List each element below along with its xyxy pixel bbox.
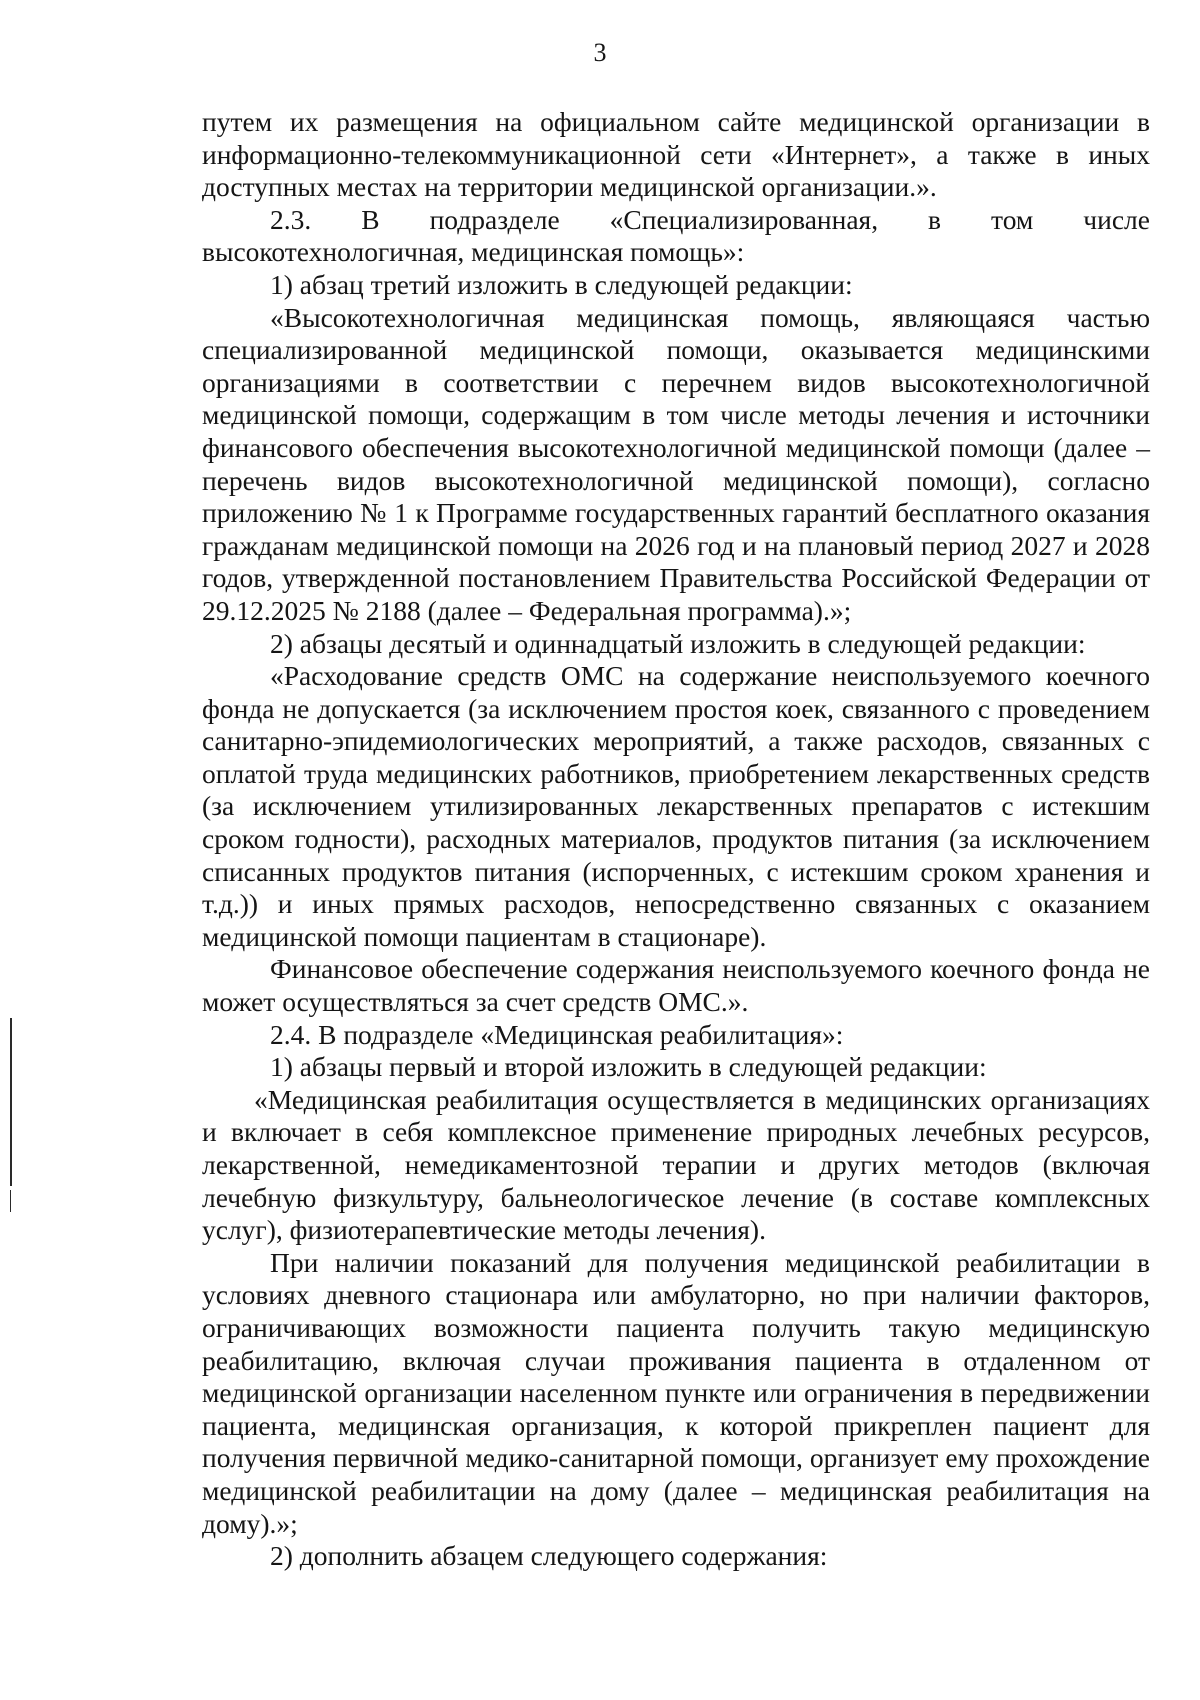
section-heading-2-3: 2.3. В подразделе «Специализированная, в том числе высокотехнологичная, медицинская помощь»: xyxy=(202,203,1150,268)
paragraph-rehab-home: При наличии показаний для получения медицинской реабилитации в условиях дневного стационара или амбулаторно, но при наличии факторов, ограничивающих возможности пациента получить такую медицинскую реабилитацию, включая случаи проживания пациента в отдаленном от медицинской организации населенном пункте или ограничения в передвижении пациента, медицинская организация, к которой прикреплен пациент для получения первичной медико-санитарной помощи, организует ему прохождение медицинской реабилитации на дому (далее – медицинская реабилитация на дому).»; xyxy=(202,1246,1150,1539)
page-number: 3 xyxy=(593,38,607,67)
list-item-1: 1) абзац третий изложить в следующей редакции: xyxy=(270,268,853,300)
document-body xyxy=(202,106,1150,1573)
list-item-1-rehab: 1) абзацы первый и второй изложить в следующей редакции: xyxy=(270,1051,987,1083)
quoted-paragraph-rehab: «Медицинская реабилитация осуществляется в медицинских организациях и включает в себя комплексное применение природных лечебных ресурсов, лекарственной, немедикаментозной терапии и других методов (включая лечебную физкультуру, бальнеологическое лечение (в составе комплексных услуг), физиотерапевтические методы лечения). xyxy=(202,1083,1150,1246)
scan-margin-mark xyxy=(10,1018,12,1186)
paragraph-financing: Финансовое обеспечение содержания неиспользуемого коечного фонда не может осуществляться за счет средств ОМС.». xyxy=(202,953,1150,1018)
quoted-paragraph-oms-spending: «Расходование средств ОМС на содержание неиспользуемого коечного фонда не допускается (за исключением простоя коек, связанного с проведением санитарно-эпидемиологических мероприятий, а также расходов, связанных с оплатой труда медицинских работников, приобретением лекарственных средств (за исключением утилизированных лекарственных препаратов с истекшим сроком годности), расходных материалов, продуктов питания (за исключением списанных продуктов питания (испорченных, с истекшим сроком хранения и т.д.)) и иных прямых расходов, непосредственно связанных с оказанием медицинской помощи пациентам в стационаре). xyxy=(202,660,1150,952)
scan-margin-mark xyxy=(10,1190,11,1212)
section-heading-2-4: 2.4. В подразделе «Медицинская реабилитация»: xyxy=(270,1018,844,1050)
quoted-paragraph-htmp: «Высокотехнологичная медицинская помощь, являющаяся частью специализированной медицинской помощи, оказывается медицинскими организациями в соответствии с перечнем видов высокотехнологичной медицинской помощи, содержащим в том числе методы лечения и источники финансового обеспечения высокотехнологичной медицинской помощи (далее – перечень видов высокотехнологичной медицинской помощи), согласно приложению № 1 к Программе государственных гарантий бесплатного оказания гражданам медицинской помощи на 2026 год и на плановый период 2027 и 2028 годов, утвержденной постановлением Правительства Российской Федерации от 29.12.2025 № 2188 (далее – Федеральная программа).»; xyxy=(202,301,1150,626)
list-item-2-rehab: 2) дополнить абзацем следующего содержания: xyxy=(270,1540,828,1572)
paragraph-intro: путем их размещения на официальном сайте медицинской организации в информационно-телекоммуникационной сети «Интернет», а также в иных доступных местах на территории медицинской организации.». xyxy=(202,106,1150,203)
list-item-2: 2) абзацы десятый и одиннадцатый изложить в следующей редакции: xyxy=(270,627,1086,659)
